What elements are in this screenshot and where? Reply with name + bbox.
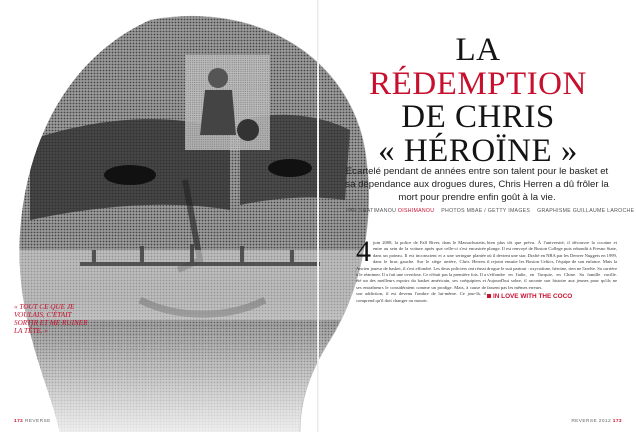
title-line-4: « HÉROÏNE » [378, 132, 578, 169]
folio-section-right: REVERSE 2012 [571, 419, 612, 424]
credit-author-highlight: OISHIMANOU [397, 208, 435, 214]
page-gutter [317, 0, 319, 432]
body-column-2 [487, 240, 617, 303]
folio-section-left: REVERSE [24, 419, 51, 424]
folio-left [14, 419, 51, 424]
body-text-col1: juin 2008, la police de Fall River, dans le Massachusetts, entre au sein de la voiture après que celle-ci s'est encastrée dans un poteau. Il est inconscient et a une seringue plantée dans le bras gauche. Sur le siège arrière, Chris Herren. Ancien joueur de basket, il s'est effondré. Les deux policiers ont réussi à le réanimer. Il a fait une overdose. Ce n'était pas la première fois. Il a été un des meilleurs espoirs du basket américain, ses coéquipiers et ses entraîneurs le considéraient comme un prodige. Mais, à cause de son addiction, il est devenu l'ombre de lui-même. Ce jour-là, il comprend qu'il doit changer ou mourir. [356, 240, 486, 303]
credit-graphics: GRAPHISME GUILLAUME LAROCHE [537, 208, 635, 214]
square-bullet-icon [487, 294, 491, 298]
title-line-3: DE CHRIS [401, 99, 555, 136]
page-number-right: 173 [612, 419, 622, 424]
body-column-1 [356, 235, 486, 304]
article-lede: Ecartelé pendant de années entre son talent pour le basket et sa dépendance aux drogues dures, Chris Herren a dû frôler la mort pour prendre enfin goût à la vie. [345, 166, 609, 203]
title-line-1: LA [455, 32, 501, 68]
title-line-2: RÉDEMPTION [369, 65, 587, 102]
credit-author-prefix: PAR SHATIMANOU [346, 208, 397, 214]
article-title [330, 34, 626, 169]
page-number-left: 172 [14, 419, 24, 424]
credit-photos: PHOTOS MBAE / GETTY IMAGES [441, 208, 531, 214]
drop-cap: 4 [356, 235, 371, 268]
folio-right [571, 419, 622, 424]
pull-quote: « TOUT CE QUE JE VOULAIS, C'ÉTAIT SORTIR ET ME RUINER LA TÊTE. » [14, 303, 88, 335]
section-subhead [487, 294, 617, 300]
body-text-col2: bien plus tôt que prévu. À l'université, il découvre la cocaïne et plonge. Il est renvoyé de Boston College puis rebondit à Fresno State, où il devient une star. Drafté en NBA par les Denver Nuggets en 1999, il rejoint ensuite les Boston Celtics, l'équipe de son enfance. Mais la drogue le suit partout : oxycodone, héroïne, rien ne l'arrête. Sa carrière s'effondre en Italie, en Turquie, en Chine. Sa famille vacille. Aujourd'hui sobre, il raconte son histoire aux jeunes pour qu'ils ne fassent pas les mêmes erreurs. [487, 240, 617, 290]
article-credits [346, 208, 635, 214]
subhead-text: IN LOVE WITH THE COCO [493, 293, 573, 301]
